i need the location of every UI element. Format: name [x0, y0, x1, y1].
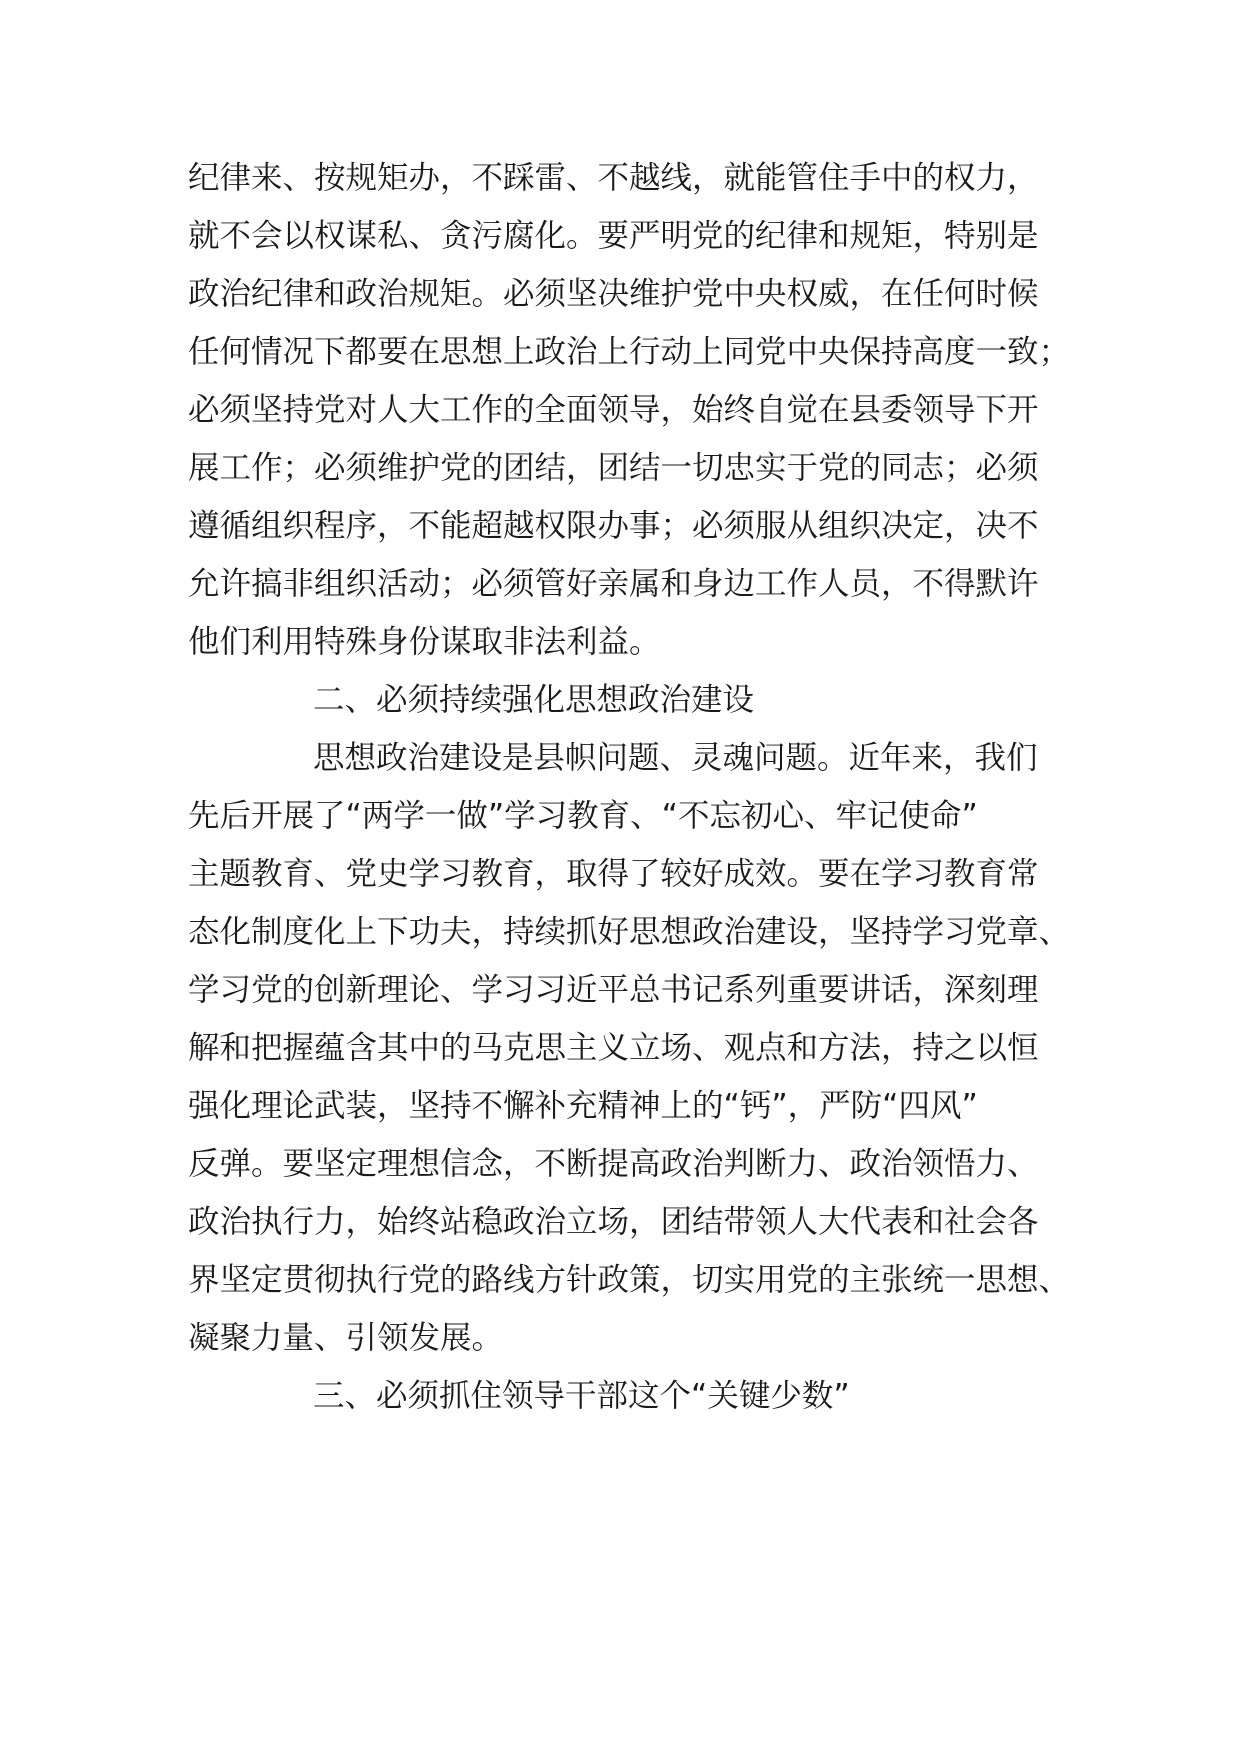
body-text-line: 就不会以权谋私、贪污腐化。要严明党的纪律和规矩，特别是 — [188, 218, 1039, 254]
section-heading: 三、必须抓住领导干部这个“关键少数” — [313, 1378, 850, 1414]
body-text-line: 主题教育、党史学习教育，取得了较好成效。要在学习教育常 — [188, 856, 1039, 892]
body-text-line: 他们利用特殊身份谋取非法利益。 — [188, 624, 661, 660]
body-text-line: 解和把握蕴含其中的马克思主义立场、观点和方法，持之以恒 — [188, 1030, 1039, 1066]
body-text-line: 强化理论武装，坚持不懈补充精神上的“钙”，严防“四风” — [188, 1088, 978, 1124]
body-text-line: 界坚定贯彻执行党的路线方针政策，切实用党的主张统一思想、 — [188, 1262, 1071, 1298]
body-text-line: 政治执行力，始终站稳政治立场，团结带领人大代表和社会各 — [188, 1204, 1039, 1240]
body-text-line: 政治纪律和政治规矩。必须坚决维护党中央权威，在任何时候 — [188, 276, 1039, 312]
body-text-line: 遵循组织程序，不能超越权限办事；必须服从组织决定，决不 — [188, 508, 1039, 544]
section-heading: 二、必须持续强化思想政治建设 — [313, 682, 755, 718]
body-text-line: 学习党的创新理论、学习习近平总书记系列重要讲话，深刻理 — [188, 972, 1039, 1008]
body-text-line: 允许搞非组织活动；必须管好亲属和身边工作人员，不得默许 — [188, 566, 1039, 602]
body-text-line: 展工作；必须维护党的团结，团结一切忠实于党的同志；必须 — [188, 450, 1039, 486]
body-text-line: 凝聚力量、引领发展。 — [188, 1320, 504, 1356]
body-text-line: 纪律来、按规矩办，不踩雷、不越线，就能管住手中的权力， — [188, 160, 1039, 196]
body-text-line: 必须坚持党对人大工作的全面领导，始终自觉在县委领导下开 — [188, 392, 1039, 428]
body-text-line: 任何情况下都要在思想上政治上行动上同党中央保持高度一致； — [188, 334, 1071, 370]
body-text-line: 反弹。要坚定理想信念，不断提高政治判断力、政治领悟力、 — [188, 1146, 1039, 1182]
body-text-line: 先后开展了“两学一做”学习教育、“不忘初心、牢记使命” — [188, 798, 978, 834]
body-text-line: 态化制度化上下功夫，持续抓好思想政治建设，坚持学习党章、 — [188, 914, 1071, 950]
paragraph-first-line: 思想政治建设是县帜问题、灵魂问题。近年来，我们 — [313, 740, 1038, 776]
